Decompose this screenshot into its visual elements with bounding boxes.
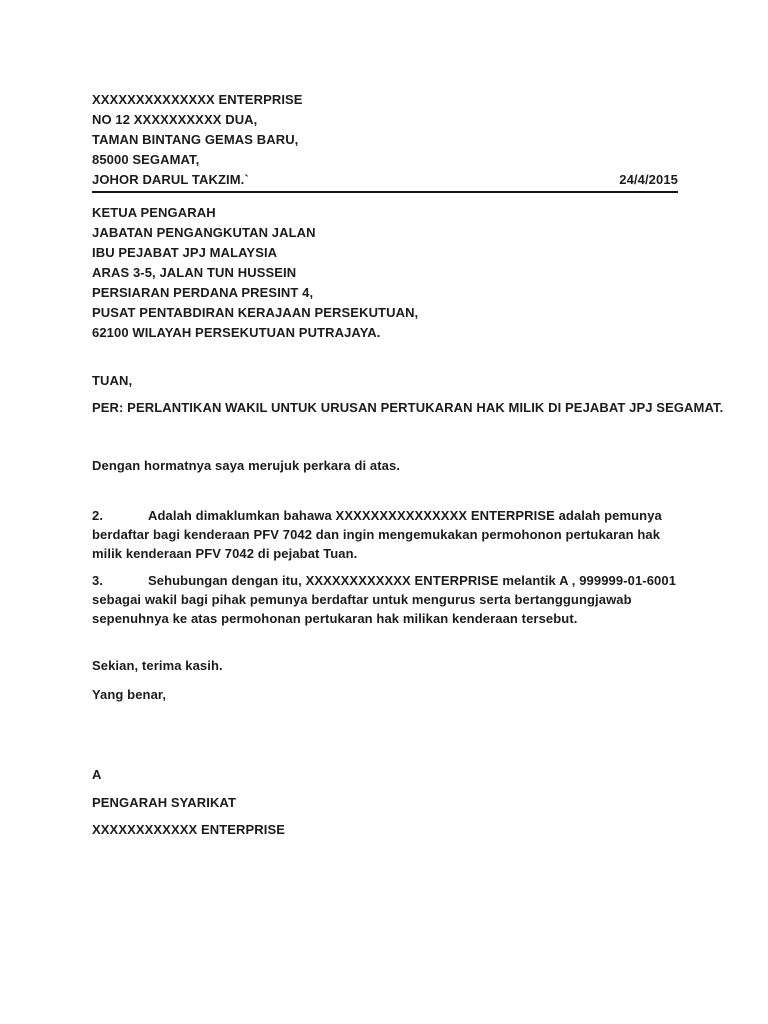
letter-date: 24/4/2015 (619, 172, 678, 187)
recipient-address-block (92, 203, 678, 343)
sender-address-block (92, 90, 678, 193)
body-paragraph-3 (92, 571, 678, 628)
recipient-title: KETUA PENGARAH (92, 205, 216, 220)
closing-sentence: Sekian, terima kasih. (92, 658, 223, 673)
recipient-postcode-city: 62100 WILAYAH PERSEKUTUAN PUTRAJAYA. (92, 325, 381, 340)
paragraph-number: 3. (92, 573, 104, 588)
sender-street: NO 12 XXXXXXXXXX DUA, (92, 112, 258, 127)
intro-sentence: Dengan hormatnya saya merujuk perkara di atas. (92, 458, 401, 473)
recipient-address-line-3: PUSAT PENTABDIRAN KERAJAAN PERSEKUTUAN, (92, 305, 419, 320)
sender-state-and-date-row (92, 170, 678, 193)
recipient-office: IBU PEJABAT JPJ MALAYSIA (92, 245, 278, 260)
body-paragraph-2 (92, 506, 678, 563)
sender-state: JOHOR DARUL TAKZIM.` (92, 172, 249, 187)
signatory-name: A (92, 767, 102, 782)
sender-company-name: XXXXXXXXXXXXXX ENTERPRISE (92, 92, 303, 107)
sender-postcode-city: 85000 SEGAMAT, (92, 152, 200, 167)
signatory-title: PENGARAH SYARIKAT (92, 795, 236, 810)
subject-line: PER: PERLANTIKAN WAKIL UNTUK URUSAN PERTUKARAN HAK MILIK DI PEJABAT JPJ SEGAMAT. (92, 400, 724, 415)
paragraph-text: Sehubungan dengan itu, XXXXXXXXXXXX ENTERPRISE melantik A , 999999-01-6001 sebagai wakil bagi pihak pemunya berdaftar untuk mengurus serta bertanggungjawab sepenuhnya ke atas permohonan pertukaran hak milikan kenderaan tersebut. (92, 573, 677, 626)
sender-neighbourhood: TAMAN BINTANG GEMAS BARU, (92, 132, 299, 147)
sign-off: Yang benar, (92, 687, 167, 702)
salutation: TUAN, (92, 373, 133, 388)
recipient-address-line-1: ARAS 3-5, JALAN TUN HUSSEIN (92, 265, 297, 280)
paragraph-number: 2. (92, 508, 104, 523)
signatory-company: XXXXXXXXXXXX ENTERPRISE (92, 822, 286, 837)
recipient-department: JABATAN PENGANGKUTAN JALAN (92, 225, 316, 240)
paragraph-text: Adalah dimaklumkan bahawa XXXXXXXXXXXXXXX ENTERPRISE adalah pemunya berdaftar bagi kenderaan PFV 7042 dan ingin mengemukakan permohonon pertukaran hak milik kenderaan PFV 7042 di pejabat Tuan. (92, 508, 662, 561)
recipient-address-line-2: PERSIARAN PERDANA PRESINT 4, (92, 285, 314, 300)
